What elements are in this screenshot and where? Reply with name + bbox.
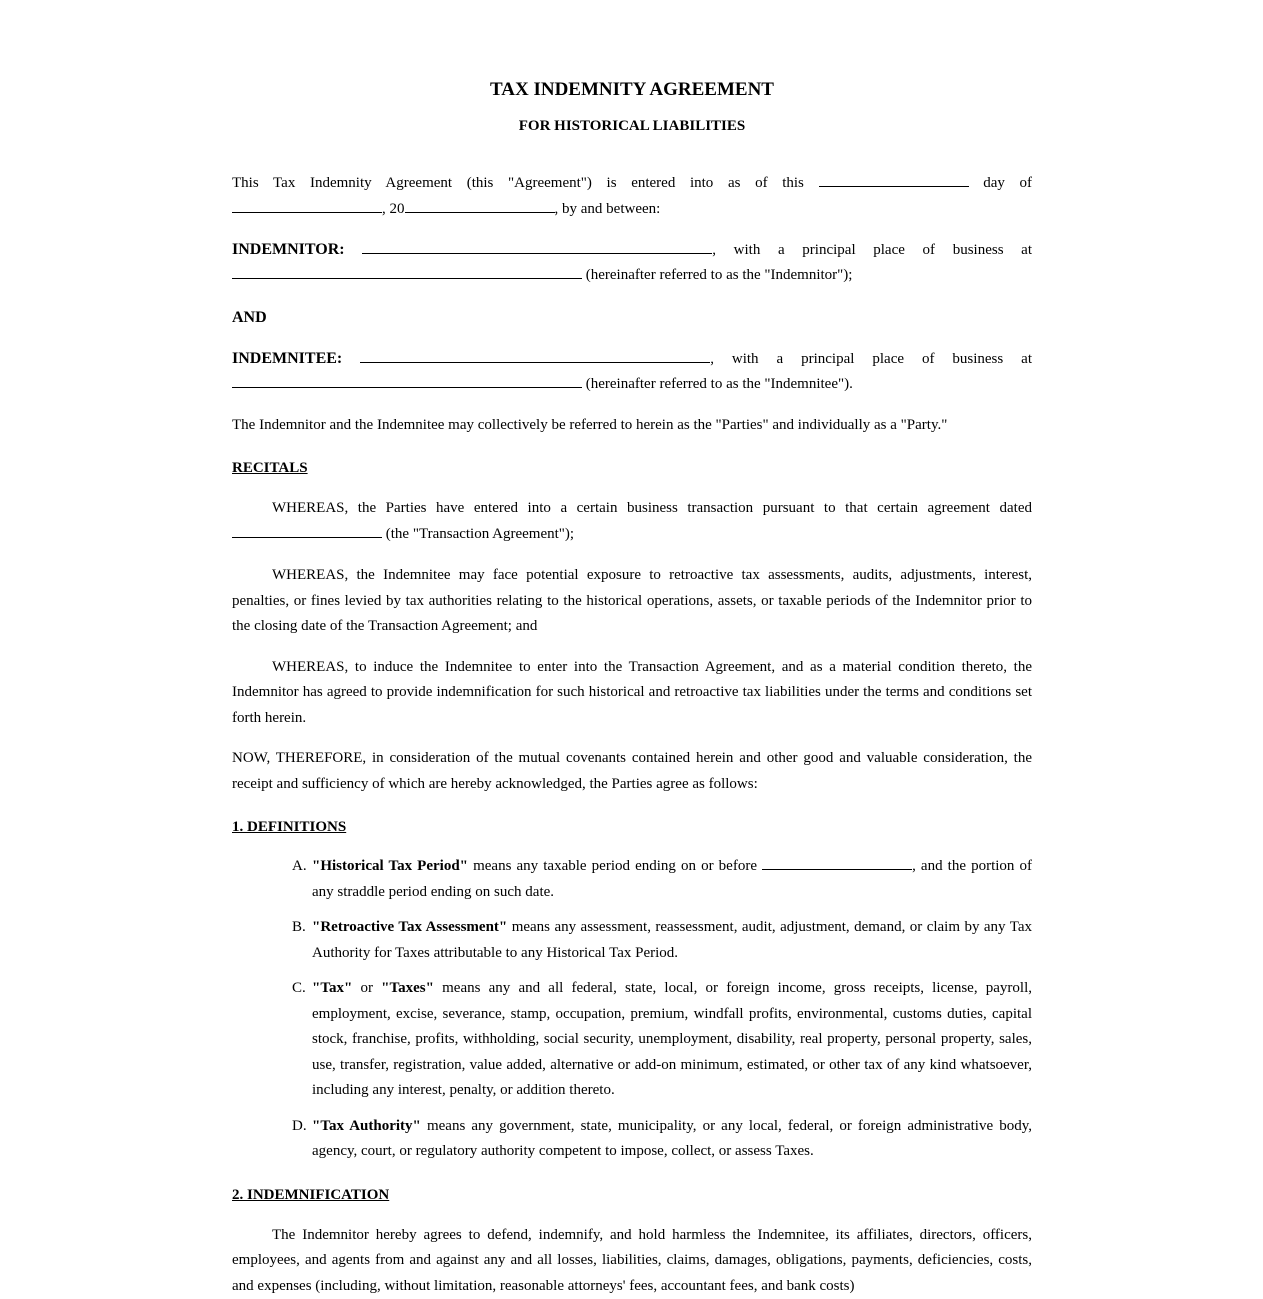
indemnitee-line-2 bbox=[232, 372, 1032, 398]
indemnitor-line-2 bbox=[232, 263, 1032, 289]
definition-letter: C. bbox=[292, 976, 306, 1002]
definition-letter: D. bbox=[292, 1114, 307, 1140]
intro-line-2 bbox=[232, 197, 1032, 223]
definition-term: "Tax Authority" bbox=[312, 1118, 421, 1134]
indemnitor-label: INDEMNITOR: bbox=[232, 241, 345, 258]
whereas-1-line-1 bbox=[232, 496, 1032, 522]
definitions-heading: 1. DEFINITIONS bbox=[232, 817, 1032, 837]
historical-date-blank[interactable] bbox=[762, 855, 912, 870]
definition-item bbox=[232, 854, 1032, 905]
indemnitee-address-blank[interactable] bbox=[232, 373, 582, 388]
intro-line-1 bbox=[232, 171, 1032, 197]
indemnitor-text-2: (hereinafter referred to as the "Indemnitor"); bbox=[586, 267, 853, 283]
definition-or: or bbox=[352, 980, 381, 996]
indemnitor-name-blank[interactable] bbox=[362, 239, 712, 254]
definition-text: means any assessment, reassessment, audit, adjustment, demand, or claim by any Tax Authority for Taxes attributable to any Historical Tax Period. bbox=[312, 919, 1032, 961]
whereas-3: WHEREAS, to induce the Indemnitee to enter into the Transaction Agreement, and as a material condition thereto, the Indemnitor has agreed to provide indemnification for such historical and retroactive tax liabilities under the terms and conditions set forth herein. bbox=[232, 655, 1032, 732]
document-title: TAX INDEMNITY AGREEMENT bbox=[232, 78, 1032, 102]
definition-term-2: "Taxes" bbox=[381, 980, 434, 996]
indemnitor-line-1 bbox=[232, 237, 1032, 263]
definition-text: means any taxable period ending on or before bbox=[468, 858, 762, 874]
definition-item bbox=[232, 976, 1032, 1104]
definition-term: "Retroactive Tax Assessment" bbox=[312, 919, 507, 935]
definition-text: means any and all federal, state, local, or foreign income, gross receipts, license, payroll, employment, excise, severance, stamp, occupation, premium, windfall profits, environmental, customs duties, capital stock, franchise, profits, withholding, social security, unemployment, disability, real property, personal property, sales, use, transfer, registration, value added, alternative or add-on minimum, estimated, or other tax of any kind whatsoever, including any interest, penalty, or addition thereto. bbox=[312, 980, 1032, 1098]
indemnitee-line-1 bbox=[232, 346, 1032, 372]
and-label: AND bbox=[232, 305, 1032, 331]
definition-item bbox=[232, 915, 1032, 966]
now-therefore: NOW, THEREFORE, in consideration of the mutual covenants contained herein and other good and valuable consideration, the receipt and sufficiency of which are hereby acknowledged, the Parties agree as follows: bbox=[232, 746, 1032, 797]
intro-text-4: , by and between: bbox=[555, 201, 661, 217]
year-blank[interactable] bbox=[405, 198, 555, 213]
intro-text-3: , 20 bbox=[382, 201, 405, 217]
indemnitee-name-blank[interactable] bbox=[360, 348, 710, 363]
intro-text-2: day of bbox=[983, 175, 1032, 191]
document-page bbox=[232, 72, 1032, 1299]
day-blank[interactable] bbox=[819, 172, 969, 187]
indemnitee-text-2: (hereinafter referred to as the "Indemnitee"). bbox=[586, 376, 853, 392]
collective-paragraph: The Indemnitor and the Indemnitee may collectively be referred to herein as the "Parties" and individually as a "Party." bbox=[232, 413, 1032, 439]
recitals-heading: RECITALS bbox=[232, 458, 1032, 478]
indemnitee-text-1: , with a principal place of business at bbox=[710, 351, 1032, 367]
indemnitor-address-blank[interactable] bbox=[232, 264, 582, 279]
definition-letter: A. bbox=[292, 854, 307, 880]
whereas-2: WHEREAS, the Indemnitee may face potential exposure to retroactive tax assessments, audits, adjustments, interest, penalties, or fines levied by tax authorities relating to the historical operations, assets, or taxable periods of the Indemnitor prior to the closing date of the Transaction Agreement; and bbox=[232, 563, 1032, 640]
month-blank[interactable] bbox=[232, 198, 382, 213]
document-subtitle: FOR HISTORICAL LIABILITIES bbox=[232, 116, 1032, 136]
indemnitee-label: INDEMNITEE: bbox=[232, 350, 342, 367]
definition-term: "Tax" bbox=[312, 980, 352, 996]
transaction-date-blank[interactable] bbox=[232, 523, 382, 538]
definitions-list bbox=[232, 854, 1032, 1165]
indemnitor-text-1: , with a principal place of business at bbox=[712, 242, 1032, 258]
indemnification-heading: 2. INDEMNIFICATION bbox=[232, 1185, 1032, 1205]
definition-letter: B. bbox=[292, 915, 306, 941]
whereas-1-text-a: WHEREAS, the Parties have entered into a certain business transaction pursuant to that certain agreement dated bbox=[272, 500, 1032, 516]
indemnification-paragraph: The Indemnitor hereby agrees to defend, indemnify, and hold harmless the Indemnitee, its affiliates, directors, officers, employees, and agents from and against any and all losses, liabilities, claims, damages, obligations, payments, deficiencies, costs, and expenses (including, without limitation, reasonable attorneys' fees, accountant fees, and bank costs) bbox=[232, 1223, 1032, 1299]
intro-text-1: This Tax Indemnity Agreement (this "Agreement") is entered into as of this bbox=[232, 175, 804, 191]
definition-text-b: , and the portion of any straddle period ending on such date. bbox=[312, 858, 1032, 900]
definition-text: means any government, state, municipality, or any local, federal, or foreign administrative body, agency, court, or regulatory authority competent to impose, collect, or assess Taxes. bbox=[312, 1118, 1032, 1160]
whereas-1-text-b: (the "Transaction Agreement"); bbox=[386, 526, 574, 542]
definition-item bbox=[232, 1114, 1032, 1165]
whereas-1-line-2 bbox=[232, 522, 1032, 548]
definition-term: "Historical Tax Period" bbox=[312, 858, 468, 874]
